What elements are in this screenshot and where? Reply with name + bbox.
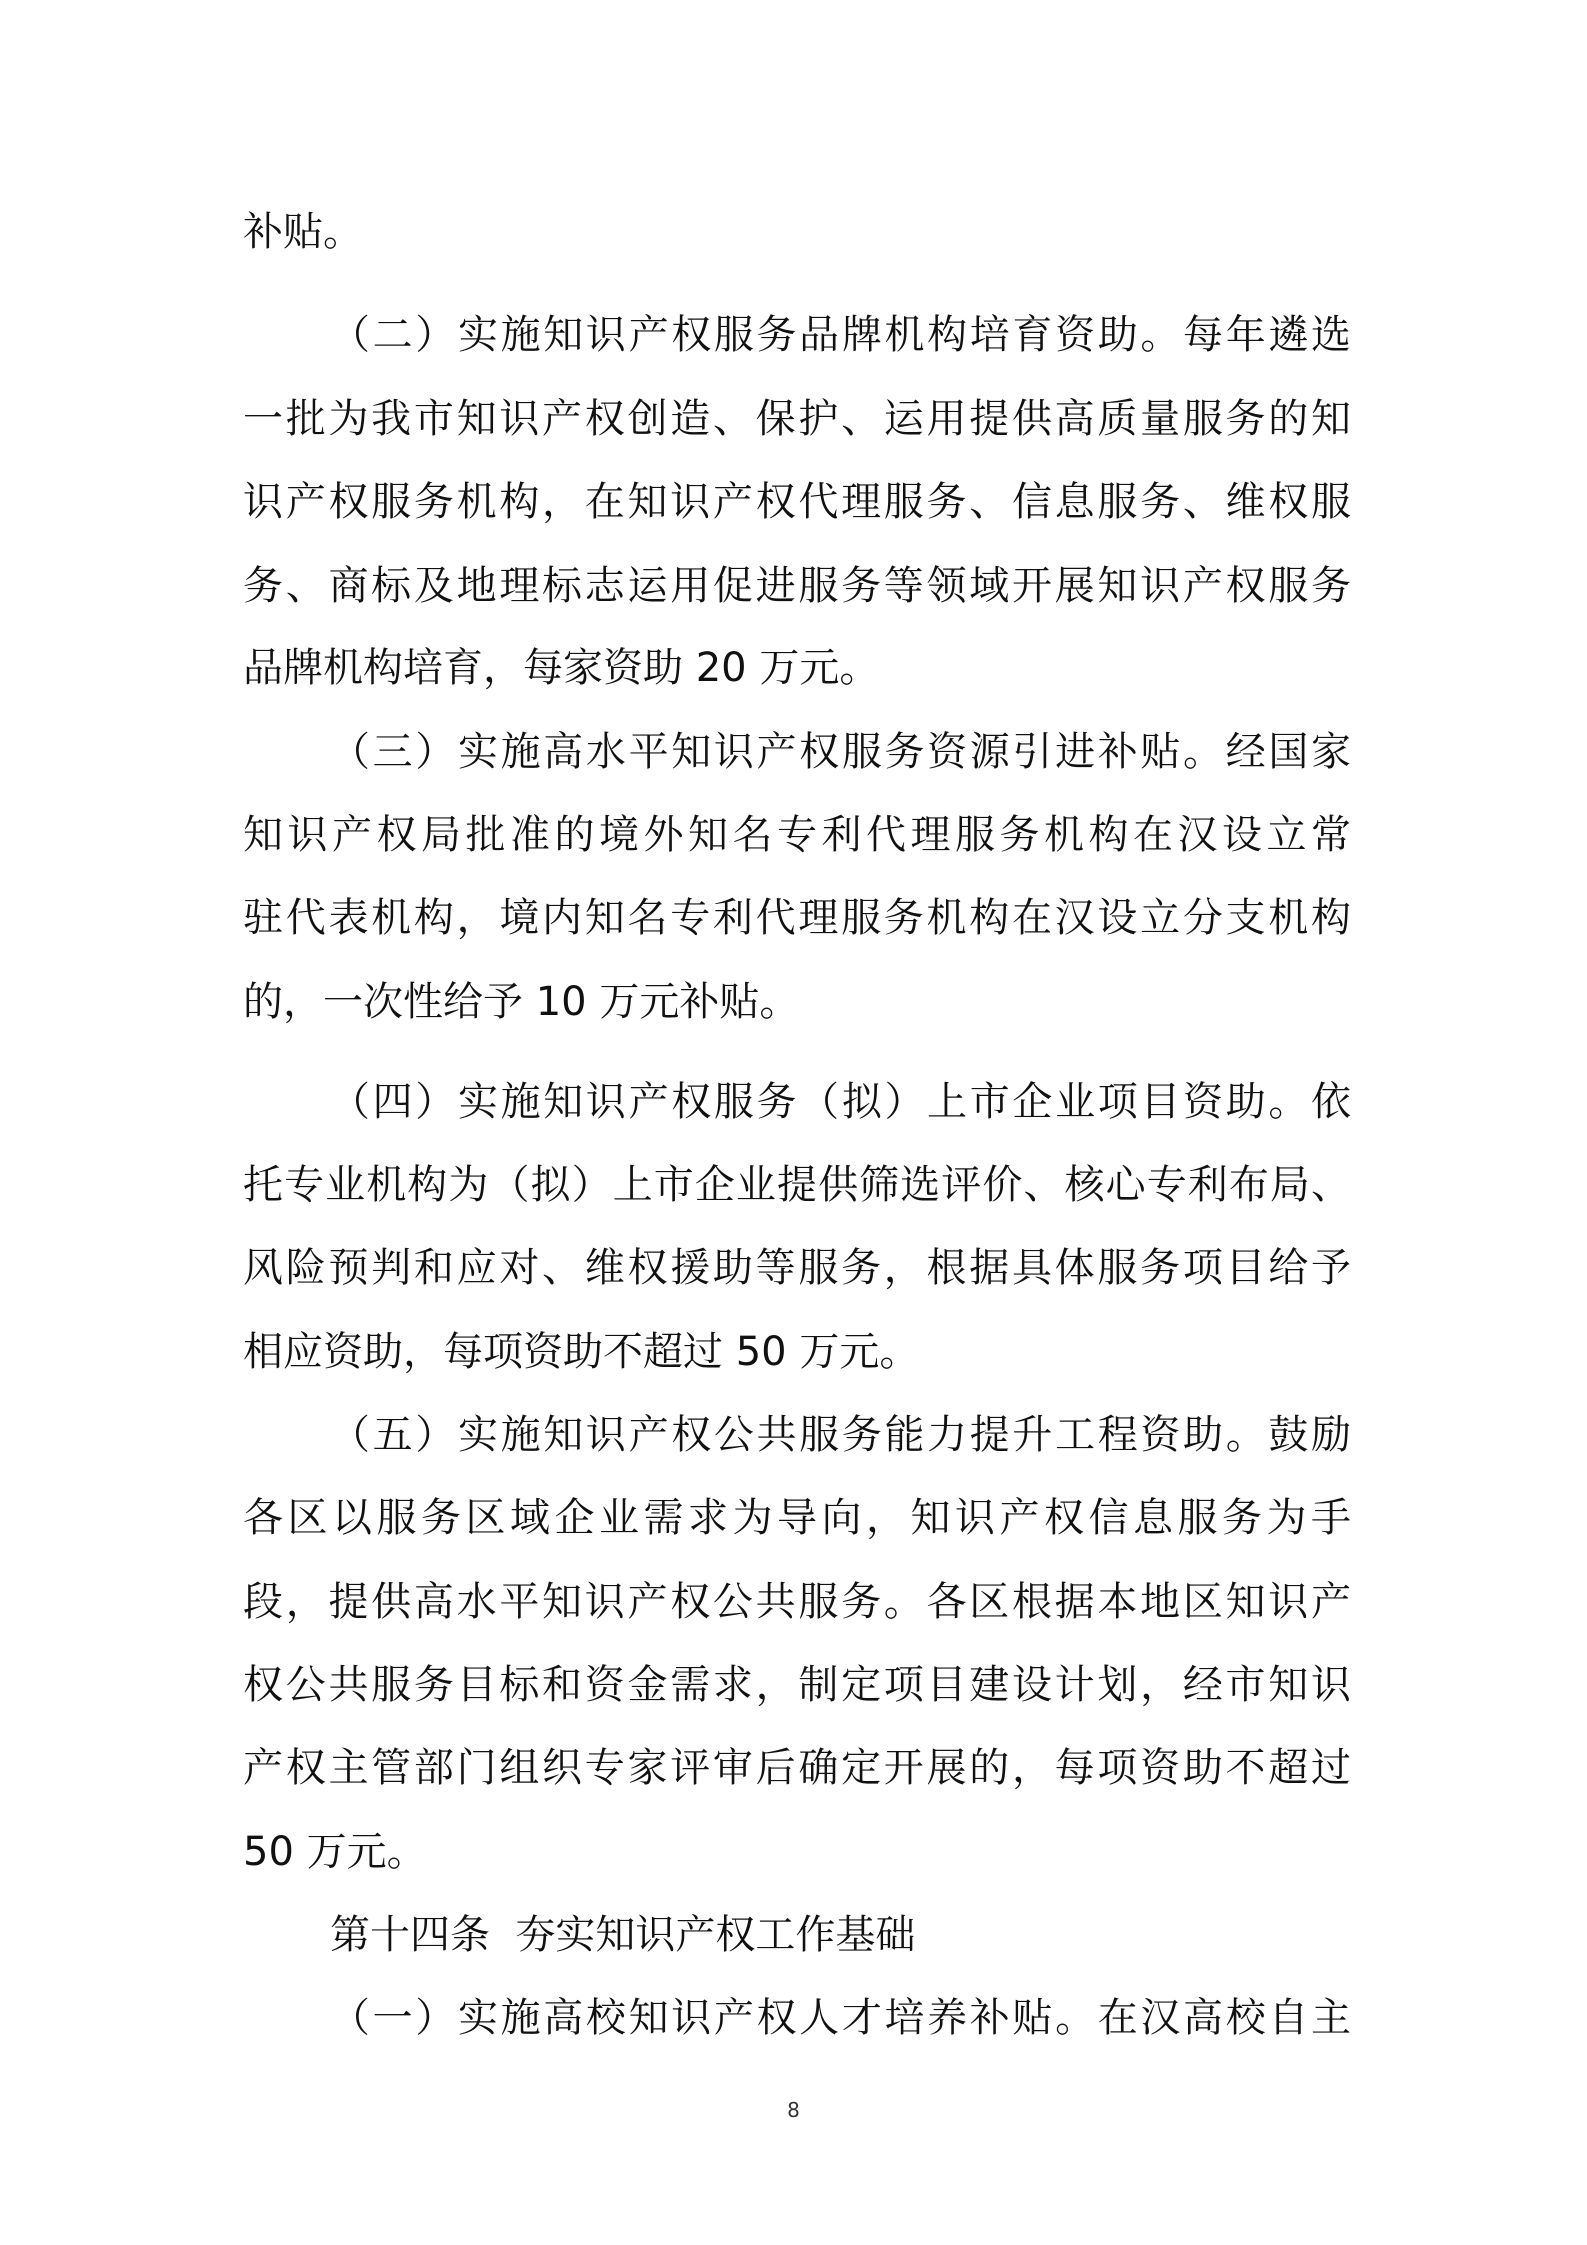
paragraph-line: 知识产权局批准的境外知名专利代理服务机构在汉设立常 [243,812,1351,858]
paragraph-line: 识产权服务机构，在知识产权代理服务、信息服务、维权服 [243,479,1351,525]
paragraph-line: 托专业机构为（拟）上市企业提供筛选评价、核心专利布局、 [243,1162,1351,1208]
paragraph-line: 一批为我市知识产权创造、保护、运用提供高质量服务的知 [243,396,1351,442]
paragraph-line: 务、商标及地理标志运用促进服务等领域开展知识产权服务 [243,563,1351,609]
paragraph-line: 的，一次性给予 10 万元补贴。 [243,979,800,1025]
paragraph-line: 各区以服务区域企业需求为导向，知识产权信息服务为手 [243,1495,1351,1541]
paragraph-line: 段，提供高水平知识产权公共服务。各区根据本地区知识产 [243,1579,1351,1625]
paragraph-line: 驻代表机构，境内知名专利代理服务机构在汉设立分支机构 [243,895,1351,941]
page-number: 8 [787,2098,800,2122]
paragraph-line: 相应资助，每项资助不超过 50 万元。 [243,1329,920,1375]
paragraph-line: 权公共服务目标和资金需求，制定项目建设计划，经市知识 [243,1662,1351,1708]
paragraph-line: （一）实施高校知识产权人才培养补贴。在汉高校自主 [330,1995,1351,2041]
paragraph-line: 补贴。 [243,209,363,255]
paragraph-line: （五）实施知识产权公共服务能力提升工程资助。鼓励 [330,1412,1351,1458]
paragraph-line: （四）实施知识产权服务（拟）上市企业项目资助。依 [330,1079,1351,1125]
paragraph-line: （三）实施高水平知识产权服务资源引进补贴。经国家 [330,729,1351,775]
article-heading: 第十四条 夯实知识产权工作基础 [330,1912,916,1958]
paragraph-line: 产权主管部门组织专家评审后确定开展的，每项资助不超过 [243,1745,1351,1791]
paragraph-line: 风险预判和应对、维权援助等服务，根据具体服务项目给予 [243,1245,1351,1291]
paragraph-line: 50 万元。 [243,1829,427,1875]
paragraph-line: 品牌机构培育，每家资助 20 万元。 [243,645,880,691]
paragraph-line: （二）实施知识产权服务品牌机构培育资助。每年遴选 [330,312,1351,358]
